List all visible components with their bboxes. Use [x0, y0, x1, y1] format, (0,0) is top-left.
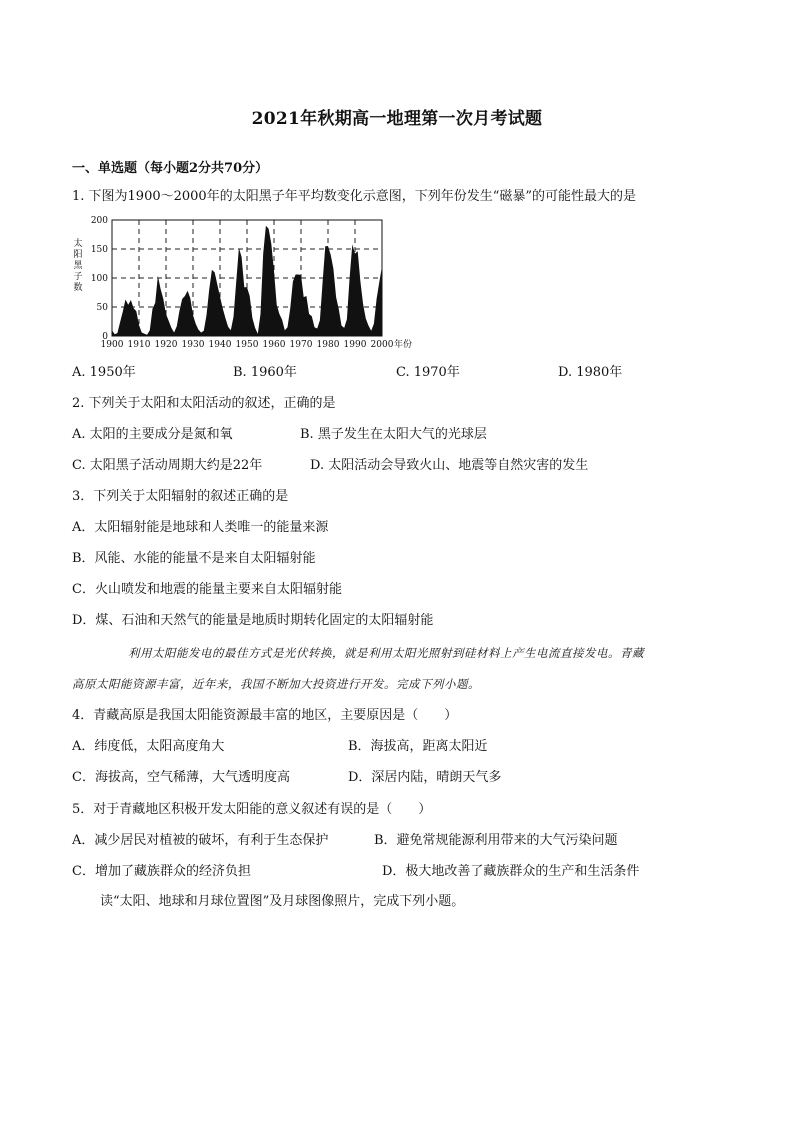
page-title: 2021年秋期高一地理第一次月考试题: [251, 109, 543, 129]
q4-option-c[interactable]: C．海拔高，空气稀薄，大气透明度高: [72, 770, 290, 785]
q5-option-a[interactable]: A．减少居民对植被的破坏，有利于生态保护: [72, 833, 329, 848]
y-axis-label-char: 数: [73, 283, 83, 293]
x-axis-label: 年份: [394, 340, 413, 350]
q3-option-d[interactable]: D．煤、石油和天然气的能量是地质时期转化固定的太阳辐射能: [72, 613, 434, 628]
x-ticks: [101, 340, 394, 350]
x-tick-label: 1940: [208, 340, 232, 350]
sunspot-chart: [70, 212, 415, 352]
question-3-stem: 3．下列关于太阳辐射的叙述正确的是: [72, 489, 289, 504]
y-tick-label: 0: [102, 332, 108, 342]
y-axis-label-char: 阳: [73, 250, 83, 260]
section-heading: 一、单选题（每小题2分共70分）: [72, 161, 269, 176]
q2-option-d[interactable]: D. 太阳活动会导致火山、地震等自然灾害的发生: [310, 458, 589, 473]
y-axis-label-char: 子: [73, 272, 83, 282]
q4-option-d[interactable]: D．深居内陆，晴朗天气多: [348, 770, 502, 785]
x-tick-label: 1930: [181, 340, 205, 350]
question-5-stem: 5．对于青藏地区积极开发太阳能的意义叙述有误的是（ ）: [72, 802, 432, 817]
question-2-stem: 2. 下列关于太阳和太阳活动的叙述，正确的是: [72, 396, 336, 411]
x-tick-label: 1980: [316, 340, 340, 350]
q1-option-b[interactable]: B. 1960年: [233, 365, 297, 380]
y-axis-label: [73, 237, 83, 293]
y-tick-label: 100: [90, 274, 108, 284]
q4-option-a[interactable]: A．纬度低，太阳高度角大: [72, 739, 225, 754]
q2-option-c[interactable]: C. 太阳黑子活动周期大约是22年: [72, 458, 263, 473]
x-tick-label: 1900: [100, 340, 124, 350]
x-tick-label: 1910: [127, 340, 151, 350]
passage-1-line-1: 利用太阳能发电的最佳方式是光伏转换，就是利用太阳光照射到硅材料上产生电流直接发电。青藏: [128, 646, 644, 660]
x-tick-label: 1950: [235, 340, 259, 350]
q3-option-b[interactable]: B．风能、水能的能量不是来自太阳辐射能: [72, 551, 316, 566]
y-tick-label: 50: [96, 303, 108, 313]
x-tick-label: 1990: [343, 340, 367, 350]
y-tick-label: 200: [90, 216, 108, 226]
x-tick-label: 1970: [289, 340, 313, 350]
q1-option-a[interactable]: A. 1950年: [72, 365, 136, 380]
y-axis-label-char: 黑: [73, 261, 83, 271]
q2-option-b[interactable]: B. 黑子发生在太阳大气的光球层: [300, 427, 487, 442]
x-tick-label: 1960: [262, 340, 286, 350]
q5-option-b[interactable]: B．避免常规能源利用带来的大气污染问题: [374, 833, 618, 848]
y-tick-label: 150: [90, 245, 108, 255]
passage-1-line-2: 高原太阳能资源丰富，近年来，我国不断加大投资进行开发。完成下列小题。: [72, 677, 480, 691]
passage-2-line-1: 读“太阳、地球和月球位置图”及月球图像照片，完成下列小题。: [100, 894, 465, 909]
y-axis-label-char: 太: [73, 239, 83, 249]
question-1-stem: 1. 下图为1900～2000年的太阳黑子年平均数变化示意图，下列年份发生“磁暴”的可能性最大的是: [72, 189, 636, 204]
q3-option-a[interactable]: A．太阳辐射能是地球和人类唯一的能量来源: [72, 520, 329, 535]
q2-option-a[interactable]: A. 太阳的主要成分是氮和氧: [72, 427, 233, 442]
question-4-stem: 4．青藏高原是我国太阳能资源最丰富的地区，主要原因是（ ）: [72, 708, 458, 723]
x-tick-label: 1920: [154, 340, 178, 350]
q5-option-c[interactable]: C．增加了藏族群众的经济负担: [72, 864, 251, 879]
q4-option-b[interactable]: B．海拔高，距离太阳近: [348, 739, 488, 754]
q1-option-d[interactable]: D. 1980年: [558, 365, 623, 380]
x-tick-label: 2000: [370, 340, 394, 350]
q3-option-c[interactable]: C．火山喷发和地震的能量主要来自太阳辐射能: [72, 582, 342, 597]
y-ticks: [91, 216, 108, 342]
q1-option-c[interactable]: C. 1970年: [396, 365, 460, 380]
q5-option-d[interactable]: D．极大地改善了藏族群众的生产和生活条件: [382, 864, 640, 879]
